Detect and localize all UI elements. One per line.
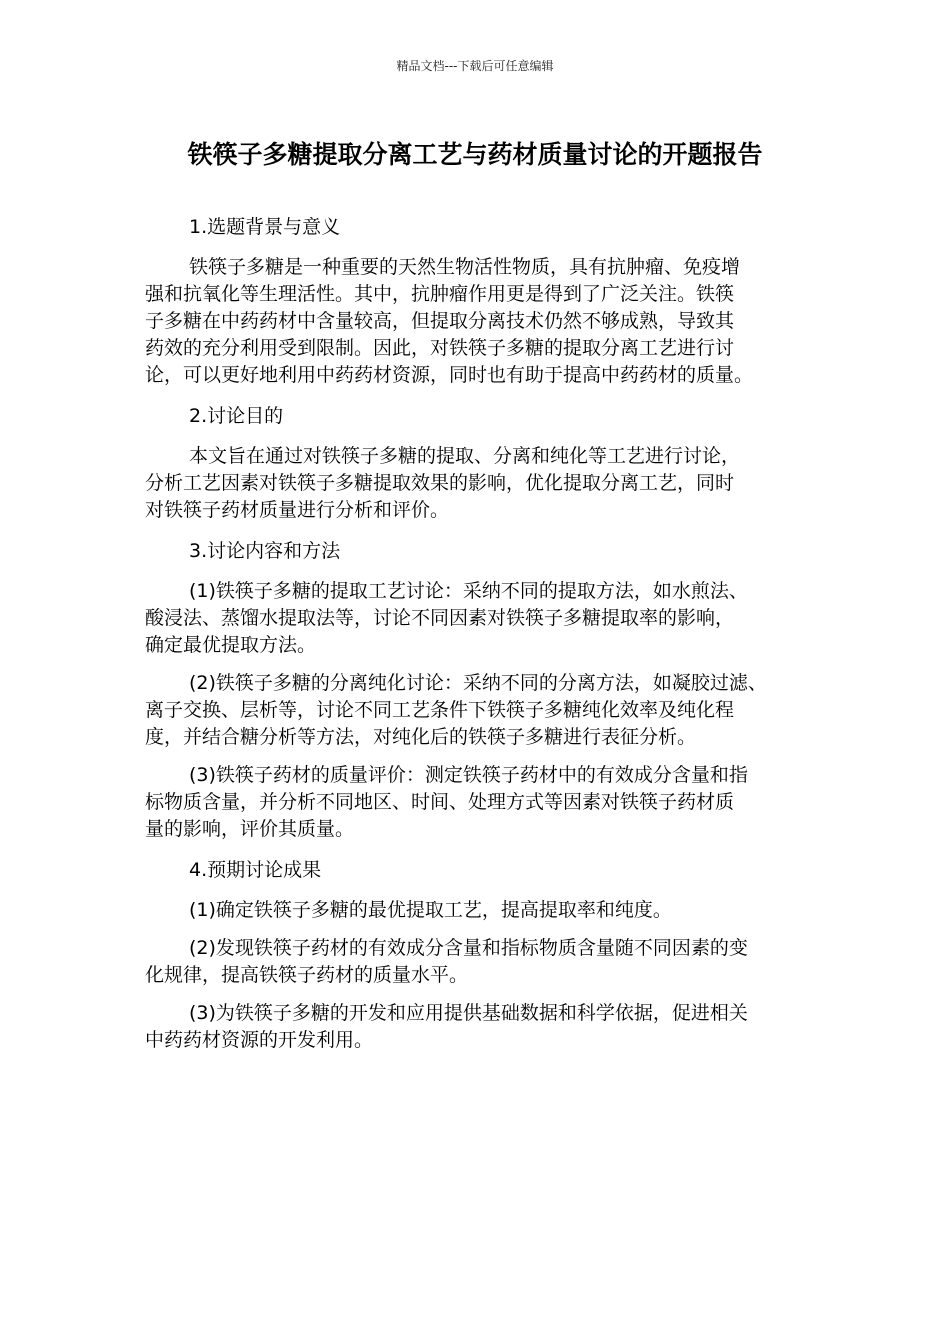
body-paragraph bbox=[145, 897, 810, 924]
section-heading: 2.讨论目的 bbox=[189, 405, 284, 427]
paragraph-line: 量的影响，评价其质量。 bbox=[145, 818, 355, 840]
paragraph-line: 离子交换、层析等，讨论不同工艺条件下铁筷子多糖纯化效率及纯化程 bbox=[145, 699, 735, 721]
body-paragraph bbox=[145, 578, 810, 659]
paragraph-line: 化规律，提高铁筷子药材的质量水平。 bbox=[145, 964, 469, 986]
body-paragraph bbox=[145, 254, 810, 389]
paragraph-line: 本文旨在通过对铁筷子多糖的提取、分离和纯化等工艺进行讨论， bbox=[189, 445, 741, 467]
paragraph-line: (2)铁筷子多糖的分离纯化讨论：采纳不同的分离方法，如凝胶过滤、 bbox=[189, 672, 767, 694]
body-paragraph bbox=[145, 670, 810, 751]
paragraph-line: 分析工艺因素对铁筷子多糖提取效果的影响，优化提取分离工艺，同时 bbox=[145, 472, 735, 494]
paragraph-line: 子多糖在中药药材中含量较高，但提取分离技术仍然不够成熟，导致其 bbox=[145, 310, 735, 332]
document-title: 铁筷子多糖提取分离工艺与药材质量讨论的开题报告 bbox=[187, 140, 763, 169]
paragraph-line: (2)发现铁筷子药材的有效成分含量和指标物质含量随不同因素的变 bbox=[189, 937, 748, 959]
body-paragraph bbox=[145, 935, 810, 989]
body-paragraph bbox=[145, 443, 810, 524]
paragraph-line: 强和抗氧化等生理活性。其中，抗肿瘤作用更是得到了广泛关注。铁筷 bbox=[145, 283, 735, 305]
paragraph-line: (3)铁筷子药材的质量评价：测定铁筷子药材中的有效成分含量和指 bbox=[189, 764, 748, 786]
document-body bbox=[145, 211, 810, 1065]
paragraph-line: (3)为铁筷子多糖的开发和应用提供基础数据和科学依据，促进相关 bbox=[189, 1002, 748, 1024]
paragraph-line: 中药药材资源的开发利用。 bbox=[145, 1029, 374, 1051]
section-heading: 3.讨论内容和方法 bbox=[189, 540, 341, 562]
section-heading: 1.选题背景与意义 bbox=[189, 216, 341, 238]
paragraph-line: 确定最优提取方法。 bbox=[145, 634, 317, 656]
section-heading: 4.预期讨论成果 bbox=[189, 859, 322, 881]
paragraph-line: (1)铁筷子多糖的提取工艺讨论：采纳不同的提取方法，如水煎法、 bbox=[189, 580, 748, 602]
paragraph-line: 酸浸法、蒸馏水提取法等，讨论不同因素对铁筷子多糖提取率的影响， bbox=[145, 607, 735, 629]
header-note: 精品文档---下载后可任意编辑 bbox=[396, 59, 554, 73]
paragraph-line: (1)确定铁筷子多糖的最优提取工艺，提高提取率和纯度。 bbox=[189, 899, 672, 921]
paragraph-line: 铁筷子多糖是一种重要的天然生物活性物质，具有抗肿瘤、免疫增 bbox=[189, 256, 741, 278]
paragraph-line: 对铁筷子药材质量进行分析和评价。 bbox=[145, 499, 450, 521]
paragraph-line: 度，并结合糖分析等方法，对纯化后的铁筷子多糖进行表征分析。 bbox=[145, 726, 697, 748]
paragraph-line: 药效的充分利用受到限制。因此，对铁筷子多糖的提取分离工艺进行讨 bbox=[145, 337, 735, 359]
paragraph-line: 论，可以更好地利用中药药材资源，同时也有助于提高中药药材的质量。 bbox=[145, 364, 754, 386]
body-paragraph bbox=[145, 1000, 810, 1054]
paragraph-line: 标物质含量，并分析不同地区、时间、处理方式等因素对铁筷子药材质 bbox=[145, 791, 735, 813]
body-paragraph bbox=[145, 762, 810, 843]
